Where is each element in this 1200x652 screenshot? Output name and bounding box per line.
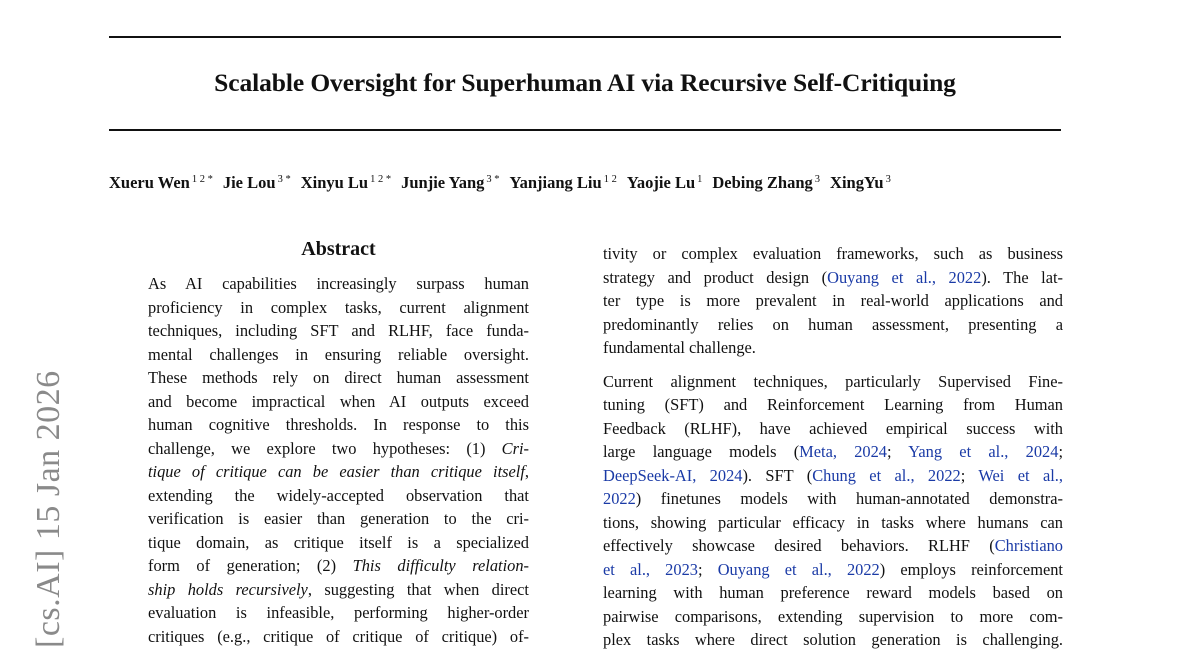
author-affiliation: 1 2 * bbox=[370, 174, 392, 185]
text-segment: ; bbox=[697, 559, 718, 579]
text-segment: form of generation; (2) bbox=[148, 556, 353, 575]
text-line bbox=[603, 336, 1063, 360]
text-line bbox=[603, 558, 1063, 582]
author-affiliation: 1 2 * bbox=[191, 174, 213, 185]
author-entry bbox=[223, 173, 291, 192]
title-rule-top bbox=[109, 36, 1061, 38]
text-line bbox=[603, 242, 1063, 266]
text-line bbox=[603, 370, 1063, 394]
italic-text: ship holds recursively bbox=[148, 579, 308, 599]
text-segment: proficiency in complex tasks, current alignment bbox=[148, 297, 529, 317]
author-entry bbox=[109, 173, 213, 192]
author-entry bbox=[712, 173, 820, 192]
text-line bbox=[603, 440, 1063, 464]
text-line bbox=[603, 605, 1063, 629]
text-segment: strategy and product design ( bbox=[603, 267, 828, 287]
text-segment: These methods rely on direct human assessment bbox=[148, 368, 529, 387]
text-line bbox=[148, 272, 529, 296]
text-segment: techniques, including SFT and RLHF, face funda- bbox=[148, 321, 529, 340]
citation-link[interactable]: Yang et al., 2024 bbox=[908, 442, 1059, 461]
author-entry bbox=[830, 173, 891, 192]
text-segment: ; bbox=[1058, 442, 1063, 461]
text-segment: verification is easier than generation to the cri- bbox=[148, 509, 529, 528]
text-line bbox=[603, 581, 1063, 605]
text-segment: effectively showcase desired behaviors. RLHF ( bbox=[603, 536, 995, 555]
citation-link[interactable]: et al., 2023 bbox=[603, 559, 698, 579]
citation-link[interactable]: Wei et al., bbox=[978, 465, 1063, 485]
text-line bbox=[148, 413, 529, 437]
text-segment: predominantly relies on human assessment, presenting a bbox=[603, 314, 1063, 334]
italic-text: This difficulty relation- bbox=[352, 556, 529, 575]
text-segment: critiques (e.g., critique of critique of critique) of- bbox=[148, 626, 529, 646]
intro-paragraph-2 bbox=[603, 370, 1063, 652]
text-line bbox=[148, 601, 529, 625]
text-segment: challenge, we explore two hypotheses: (1) bbox=[148, 438, 502, 458]
text-line bbox=[603, 417, 1063, 441]
author-name: Debing Zhang bbox=[712, 173, 813, 192]
text-segment: fundamental challenge. bbox=[603, 338, 756, 357]
text-segment: tions, showing particular efficacy in tasks where humans can bbox=[603, 512, 1063, 532]
text-line bbox=[148, 390, 529, 414]
abstract-body bbox=[148, 272, 529, 648]
text-segment: evaluation is infeasible, performing higher-order bbox=[148, 603, 529, 622]
text-segment: ). SFT ( bbox=[742, 465, 813, 485]
citation-link[interactable]: Ouyang et al., 2022 bbox=[827, 267, 982, 287]
text-segment: ) finetunes models with human-annotated demonstra- bbox=[635, 489, 1063, 508]
text-segment: ; bbox=[960, 465, 979, 485]
author-name: Xinyu Lu bbox=[300, 173, 369, 192]
text-segment: extending the widely-accepted observation that bbox=[148, 485, 529, 505]
author-affiliation: 3 bbox=[814, 174, 821, 185]
text-line bbox=[148, 296, 529, 320]
author-affiliation: 1 bbox=[697, 174, 703, 185]
author-name: Yanjiang Liu bbox=[509, 173, 602, 192]
text-line bbox=[148, 460, 529, 484]
text-segment: ter type is more prevalent in real-world applications and bbox=[603, 291, 1063, 310]
text-segment: , bbox=[524, 462, 529, 481]
text-line bbox=[148, 578, 529, 602]
author-entry bbox=[627, 173, 703, 192]
italic-text: tique of critique can be easier than critique itself bbox=[148, 462, 525, 481]
text-line bbox=[603, 534, 1063, 558]
text-line bbox=[603, 511, 1063, 535]
text-line bbox=[603, 393, 1063, 417]
text-line bbox=[148, 437, 529, 461]
arxiv-stamp: [cs.AI] 15 Jan 2026 bbox=[30, 370, 67, 648]
text-line bbox=[148, 484, 529, 508]
text-line bbox=[148, 507, 529, 531]
text-segment: pairwise comparisons, extending supervision to more com- bbox=[603, 606, 1063, 626]
citation-link[interactable]: Ouyang et al., 2022 bbox=[717, 559, 880, 579]
text-line bbox=[603, 487, 1063, 511]
author-name: Jie Lou bbox=[222, 173, 276, 192]
author-list bbox=[109, 173, 1061, 193]
abstract-heading: Abstract bbox=[301, 238, 376, 260]
text-segment: mental challenges in ensuring reliable oversight. bbox=[148, 344, 529, 364]
text-segment: human cognitive thresholds. In response to this bbox=[148, 415, 529, 434]
text-line bbox=[603, 464, 1063, 488]
text-line bbox=[603, 313, 1063, 337]
right-column bbox=[603, 242, 1063, 652]
text-segment: large language models ( bbox=[603, 442, 800, 461]
text-segment: tuning (SFT) and Reinforcement Learning from Human bbox=[603, 395, 1063, 414]
citation-link[interactable]: Meta, 2024 bbox=[799, 442, 887, 461]
author-name: Yaojie Lu bbox=[626, 173, 696, 192]
text-line bbox=[148, 319, 529, 343]
author-affiliation: 1 2 bbox=[603, 174, 617, 185]
citation-link[interactable]: 2022 bbox=[603, 489, 636, 508]
text-line bbox=[148, 531, 529, 555]
text-line bbox=[603, 266, 1063, 290]
text-segment: tique domain, as critique itself is a specialized bbox=[148, 532, 529, 552]
author-affiliation: 3 * bbox=[486, 174, 500, 185]
citation-link[interactable]: Christiano bbox=[994, 536, 1063, 555]
text-segment: , suggesting that when direct bbox=[307, 579, 529, 599]
author-name: Xueru Wen bbox=[109, 173, 190, 192]
author-name: Junjie Yang bbox=[401, 173, 485, 192]
citation-link[interactable]: DeepSeek-AI, 2024 bbox=[603, 465, 743, 485]
author-affiliation: 3 bbox=[885, 174, 891, 185]
author-entry bbox=[401, 173, 499, 192]
text-segment: ). The lat- bbox=[981, 267, 1064, 287]
author-name: XingYu bbox=[830, 173, 884, 192]
text-segment: As AI capabilities increasingly surpass human bbox=[148, 274, 529, 293]
text-line bbox=[603, 289, 1063, 313]
text-line bbox=[148, 343, 529, 367]
citation-link[interactable]: Chung et al., 2022 bbox=[812, 465, 961, 485]
text-line bbox=[148, 625, 529, 649]
title-rule-bottom bbox=[109, 129, 1061, 131]
text-segment: plex tasks where direct solution generation is challenging. bbox=[603, 630, 1063, 649]
text-segment: learning with human preference reward models based on bbox=[603, 583, 1063, 602]
author-affiliation: 3 * bbox=[277, 174, 291, 185]
text-segment: Current alignment techniques, particularly Supervised Fine- bbox=[603, 371, 1063, 391]
paragraph-gap bbox=[603, 360, 1063, 370]
italic-text: Cri- bbox=[501, 438, 529, 458]
text-segment: ) employs reinforcement bbox=[879, 559, 1063, 579]
paper-title: Scalable Oversight for Superhuman AI via Recursive Self-Critiquing bbox=[214, 68, 956, 97]
text-line bbox=[148, 554, 529, 578]
author-entry bbox=[510, 173, 617, 192]
author-entry bbox=[301, 173, 391, 192]
intro-paragraph-1 bbox=[603, 242, 1063, 360]
text-segment: tivity or complex evaluation frameworks, such as business bbox=[603, 244, 1063, 263]
text-line bbox=[148, 366, 529, 390]
text-segment: and become impractical when AI outputs exceed bbox=[148, 391, 529, 411]
text-segment: Feedback (RLHF), have achieved empirical success with bbox=[603, 418, 1063, 438]
text-segment: ; bbox=[886, 442, 909, 461]
